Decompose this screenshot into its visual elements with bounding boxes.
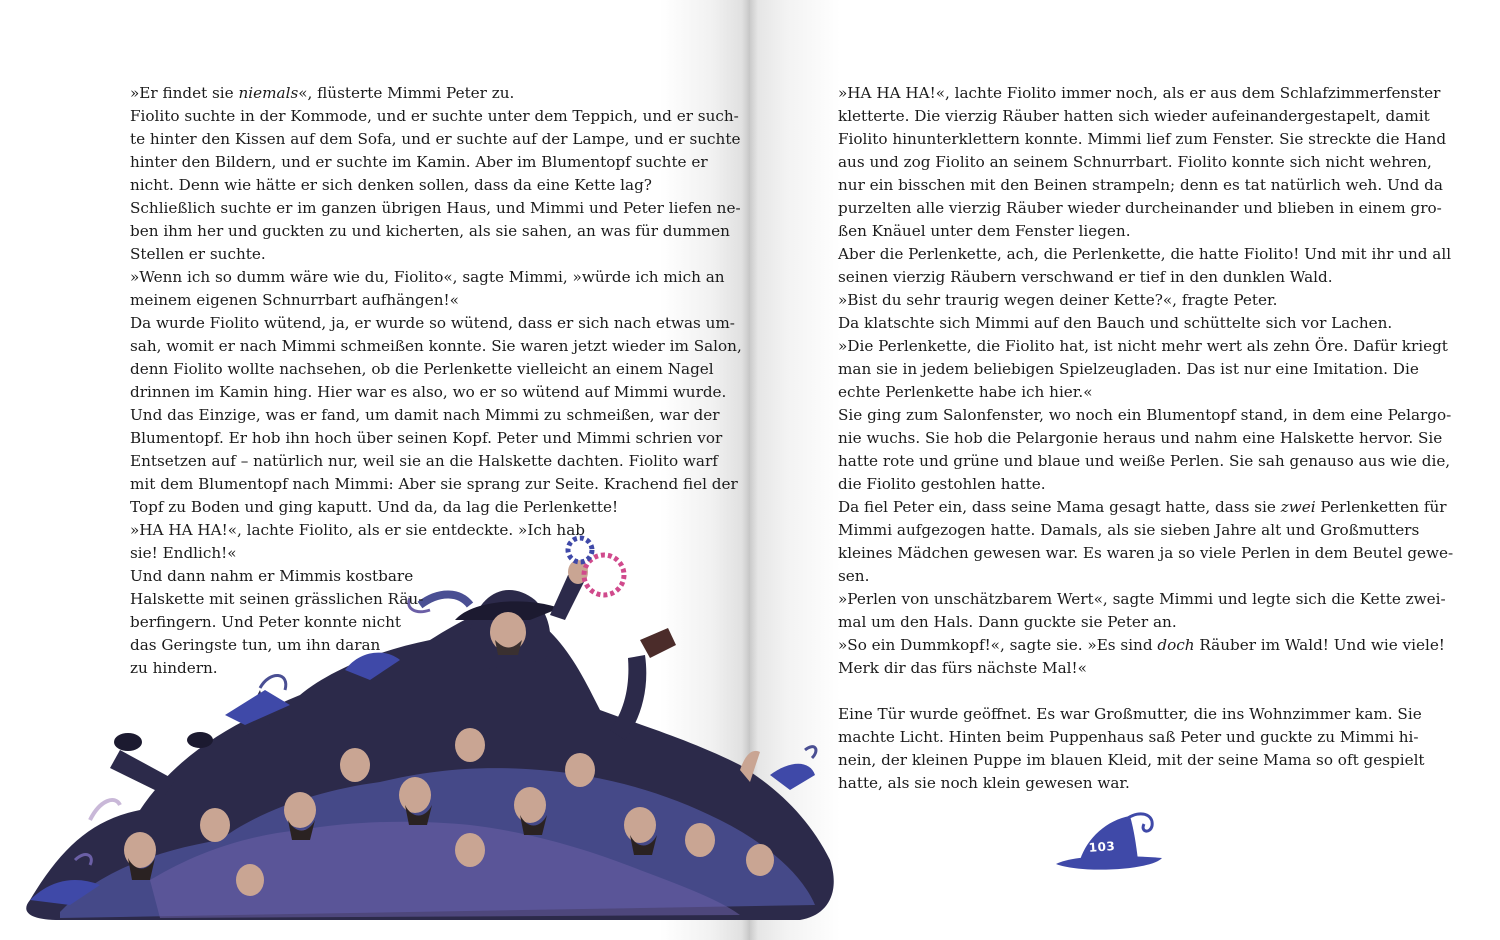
text-line: mal um den Hals. Dann guckte sie Peter an.	[838, 613, 1177, 631]
text-line: Fiolito suchte in der Kommode, und er suchte unter dem Teppich, und er such-	[130, 107, 739, 125]
text-line: man sie in jedem beliebigen Spielzeugladen. Das ist nur eine Imitation. Die	[838, 360, 1419, 378]
text-line: drinnen im Kamin hing. Hier war es also, wo er so wütend auf Mimmi wurde.	[130, 383, 727, 401]
text-line: purzelten alle vierzig Räuber wieder durcheinander und blieben in einem gro-	[838, 199, 1442, 217]
text-line: denn Fiolito wollte nachsehen, ob die Perlenkette vielleicht an einem Nagel	[130, 360, 714, 378]
text-line: »Perlen von unschätzbarem Wert«, sagte Mimmi und legte sich die Kette zwei-	[838, 590, 1446, 608]
text-line: kleines Mädchen gewesen war. Es waren ja so viele Perlen in dem Beutel gewe-	[838, 544, 1454, 562]
text-line: »Wenn ich so dumm wäre wie du, Fiolito«, sagte Mimmi, »würde ich mich an	[130, 268, 725, 286]
text-line: Eine Tür wurde geöffnet. Es war Großmutter, die ins Wohnzimmer kam. Sie	[838, 705, 1422, 723]
text-line: Blumentopf. Er hob ihn hoch über seinen Kopf. Peter und Mimmi schrien vor	[130, 429, 723, 447]
text-line: Fiolito hinunterklettern konnte. Mimmi lief zum Fenster. Sie streckte die Hand	[838, 130, 1447, 148]
text-line: aus und zog Fiolito an seinem Schnurrbart. Fiolito konnte sich nicht wehren,	[838, 153, 1432, 171]
text-line: Mimmi aufgezogen hatte. Damals, als sie sieben Jahre alt und Großmutters	[838, 521, 1420, 539]
text-line: seinen vierzig Räubern verschwand er tief in den dunklen Wald.	[838, 268, 1333, 286]
text-line: »HA HA HA!«, lachte Fiolito, als er sie entdeckte. »Ich hab	[130, 521, 585, 539]
text-line: berfingern. Und Peter konnte nicht	[130, 613, 401, 631]
text-line: hinter den Bildern, und er suchte im Kamin. Aber im Blumentopf suchte er	[130, 153, 708, 171]
text-line: kletterte. Die vierzig Räuber hatten sich wieder aufeinandergestapelt, damit	[838, 107, 1430, 125]
text-line: Da fiel Peter ein, dass seine Mama gesagt hatte, dass sie zwei Perlenketten für	[838, 498, 1447, 516]
text-line: »Die Perlenkette, die Fiolito hat, ist nicht mehr wert als zehn Öre. Dafür kriegt	[838, 337, 1448, 355]
text-line: Topf zu Boden und ging kaputt. Und da, da lag die Perlenkette!	[130, 498, 619, 516]
text-line: die Fiolito gestohlen hatte.	[838, 475, 1046, 493]
text-line: ßen Knäuel unter dem Fenster liegen.	[838, 222, 1131, 240]
text-line: hatte, als sie noch klein gewesen war.	[838, 774, 1130, 792]
text-line: nie wuchs. Sie hob die Pelargonie heraus und nahm eine Halskette hervor. Sie	[838, 429, 1443, 447]
page-number: 103	[1088, 839, 1116, 855]
paragraph-gap	[838, 680, 1371, 703]
text-line: Da klatschte sich Mimmi auf den Bauch und schüttelte sich vor Lachen.	[838, 314, 1393, 332]
text-line: Aber die Perlenkette, ach, die Perlenkette, die hatte Fiolito! Und mit ihr und all	[838, 245, 1452, 263]
text-line: »Bist du sehr traurig wegen deiner Kette?«, fragte Peter.	[838, 291, 1278, 309]
text-line: meinem eigenen Schnurrbart aufhängen!«	[130, 291, 459, 309]
text-line: Schließlich suchte er im ganzen übrigen Haus, und Mimmi und Peter liefen ne-	[130, 199, 741, 217]
text-line: Und das Einzige, was er fand, um damit nach Mimmi zu schmeißen, war der	[130, 406, 720, 424]
text-line: nur ein bisschen mit den Beinen strampeln; denn es tat natürlich weh. Und da	[838, 176, 1443, 194]
text-line: das Geringste tun, um ihn daran	[130, 636, 381, 654]
text-line: sie! Endlich!«	[130, 544, 237, 562]
text-line: Entsetzen auf – natürlich nur, weil sie an die Halskette dachten. Fiolito warf	[130, 452, 718, 470]
text-line: »HA HA HA!«, lachte Fiolito immer noch, als er aus dem Schlafzimmerfenster	[838, 84, 1441, 102]
text-line: »Er findet sie niemals«, flüsterte Mimmi Peter zu.	[130, 84, 515, 102]
text-line: sah, womit er nach Mimmi schmeißen konnte. Sie waren jetzt wieder im Salon,	[130, 337, 742, 355]
text-line: mit dem Blumentopf nach Mimmi: Aber sie sprang zur Seite. Krachend fiel der	[130, 475, 738, 493]
text-line: zu hindern.	[130, 659, 218, 677]
text-line: Da wurde Fiolito wütend, ja, er wurde so wütend, dass er sich nach etwas um-	[130, 314, 735, 332]
left-page-text	[130, 82, 742, 680]
text-line: Und dann nahm er Mimmis kostbare	[130, 567, 414, 585]
text-line: echte Perlenkette habe ich hier.«	[838, 383, 1093, 401]
text-line: »So ein Dummkopf!«, sagte sie. »Es sind doch Räuber im Wald! Und wie viele!	[838, 636, 1445, 654]
text-line: nein, der kleinen Puppe im blauen Kleid, mit der seine Mama so oft gespielt	[838, 751, 1425, 769]
text-line: Sie ging zum Salonfenster, wo noch ein Blumentopf stand, in dem eine Pelargo-	[838, 406, 1452, 424]
text-line: Merk dir das fürs nächste Mal!«	[838, 659, 1087, 677]
text-line: hatte rote und grüne und blaue und weiße Perlen. Sie sah genauso aus wie die,	[838, 452, 1451, 470]
text-line: machte Licht. Hinten beim Puppenhaus saß Peter und guckte zu Mimmi hi-	[838, 728, 1419, 746]
text-line: Stellen er suchte.	[130, 245, 266, 263]
right-page-text	[838, 82, 1454, 795]
text-line: nicht. Denn wie hätte er sich denken sollen, dass da eine Kette lag?	[130, 176, 652, 194]
text-line: te hinter den Kissen auf dem Sofa, und er suchte auf der Lampe, und er suchte	[130, 130, 741, 148]
text-line: Halskette mit seinen grässlichen Räu-	[130, 590, 424, 608]
text-line: ben ihm her und guckten zu und kicherten, als sie sahen, an was für dummen	[130, 222, 730, 240]
text-line: sen.	[838, 567, 870, 585]
